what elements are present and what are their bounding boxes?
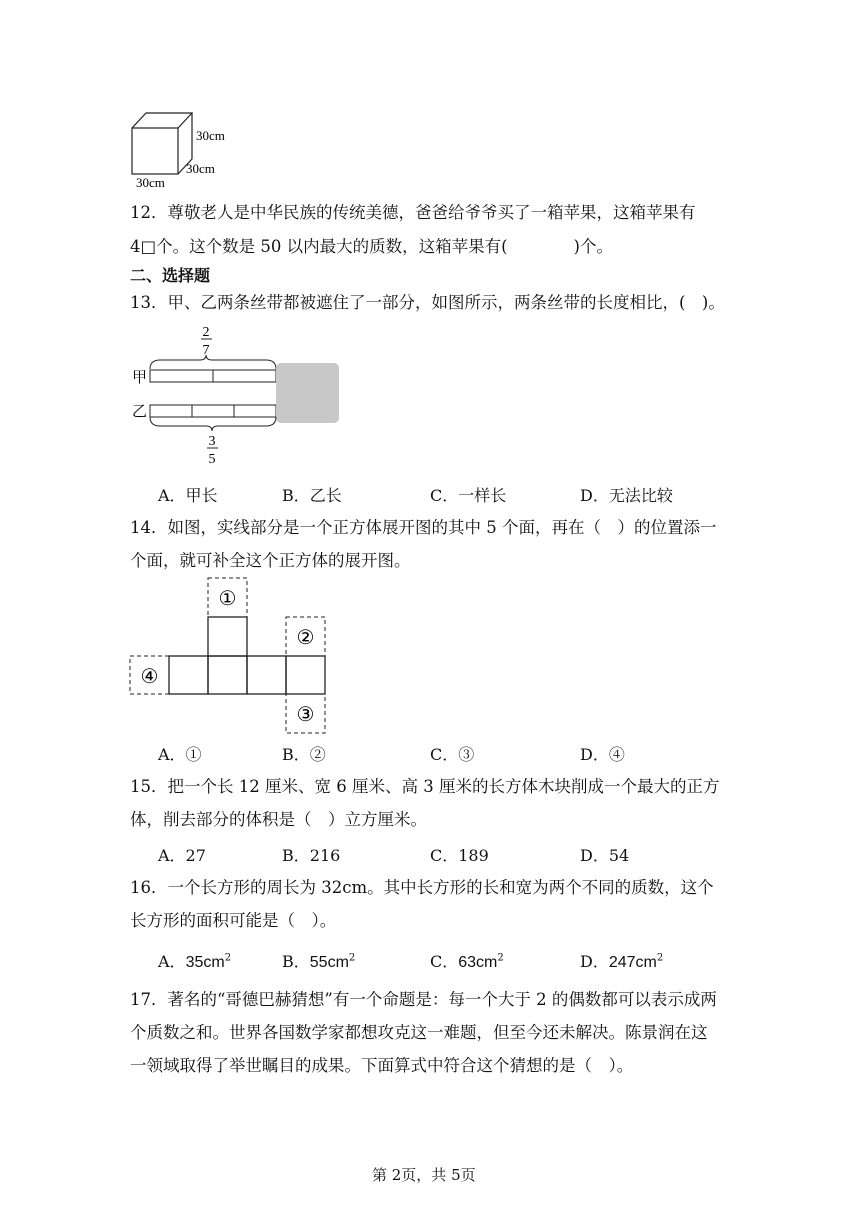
q15-option-d[interactable]: D．54 [580, 846, 630, 865]
q16-option-d[interactable] [580, 949, 663, 972]
label-yi: 乙 [132, 402, 148, 420]
q14-line2: 个面，就可补全这个正方体的展开图。 [130, 551, 411, 570]
q16-option-b[interactable] [282, 949, 355, 972]
position-1-label: ① [218, 586, 237, 610]
bottom-fraction-num: 3 [208, 434, 216, 449]
q13-option-d[interactable]: D．无法比较 [580, 486, 673, 505]
q13-question: 13．甲、乙两条丝带都被遮住了一部分，如图所示，两条丝带的长度相比，( )。 [130, 293, 725, 312]
q16-line1: 16．一个长方形的周长为 32cm。其中长方形的长和宽为两个不同的质数，这个 [130, 878, 714, 897]
cube-label-width: 30cm [136, 175, 165, 190]
cube-figure [124, 108, 234, 190]
q15-option-c[interactable]: C．189 [430, 846, 489, 865]
bottom-fraction-den: 5 [208, 452, 216, 467]
q16-option-d-sup: 2 [656, 952, 664, 964]
cover-block [276, 363, 339, 423]
q13-option-b[interactable]: B．乙长 [282, 486, 342, 505]
bottom-brace [150, 417, 276, 431]
cube-net-figure [128, 576, 330, 736]
q13-option-a[interactable]: A．甲长 [158, 486, 218, 505]
q16-option-b-prefix: B． [282, 952, 310, 971]
q12-line2: 4□个。这个数是 50 以内最大的质数，这箱苹果有( )个。 [130, 237, 613, 256]
q16-option-a-prefix: A． [158, 952, 186, 971]
q16-line2: 长方形的面积可能是（ ）。 [130, 911, 337, 930]
q16-option-a-value: 35cm [185, 954, 225, 971]
q15-option-b[interactable]: B．216 [282, 846, 341, 865]
top-fraction-den: 7 [202, 343, 210, 358]
top-brace [150, 355, 276, 369]
ribbon-figure [128, 322, 343, 467]
ribbon-yi [150, 405, 276, 417]
position-4-label: ④ [140, 664, 159, 688]
q14-line1: 14．如图，实线部分是一个正方体展开图的其中 5 个面，再在（ ）的位置添一 [130, 518, 717, 537]
q14-option-b[interactable]: B．② [282, 745, 326, 764]
q16-option-b-value: 55cm [309, 954, 349, 971]
q16-option-b-sup: 2 [348, 952, 356, 964]
q16-option-a-sup: 2 [224, 952, 232, 964]
section-title: 二、选择题 [130, 266, 211, 285]
q15-option-a[interactable]: A．27 [158, 846, 206, 865]
position-2-label: ② [296, 625, 315, 649]
q17-line2: 个质数之和。世界各国数学家都想攻克这一难题，但至今还未解决。陈景润在这 [130, 1023, 708, 1042]
q17-line3: 一领域取得了举世瞩目的成果。下面算式中符合这个猜想的是（ ）。 [130, 1056, 634, 1075]
label-jia: 甲 [132, 368, 148, 386]
position-3-label: ③ [296, 702, 315, 726]
top-fraction-num: 2 [202, 325, 210, 340]
q16-option-c-prefix: C． [430, 952, 459, 971]
q16-option-c[interactable] [430, 949, 504, 972]
q14-option-a[interactable]: A．① [158, 745, 202, 764]
q14-option-c[interactable]: C．③ [430, 745, 475, 764]
q15-line1: 15．把一个长 12 厘米、宽 6 厘米、高 3 厘米的长方体木块削成一个最大的正方 [130, 777, 720, 796]
cube-label-height: 30cm [196, 128, 225, 143]
q12-line1: 12．尊敬老人是中华民族的传统美德，爸爸给爷爷买了一箱苹果，这箱苹果有 [130, 203, 696, 222]
page-footer: 第 2页，共 5页 [372, 1166, 476, 1184]
q16-option-d-value: 247cm [608, 954, 657, 971]
q16-option-a[interactable] [158, 949, 231, 972]
q15-line2: 体，削去部分的体积是（ ）立方厘米。 [130, 810, 427, 829]
q14-option-d[interactable]: D．④ [580, 745, 625, 764]
q16-option-c-sup: 2 [497, 952, 504, 964]
q16-option-d-prefix: D． [580, 952, 609, 971]
cube-label-depth: 30cm [186, 161, 215, 176]
q16-option-c-value: 63cm [458, 954, 498, 971]
q13-option-c[interactable]: C．一样长 [430, 486, 507, 505]
q17-line1: 17．著名的“哥德巴赫猜想”有一个命题是：每一个大于 2 的偶数都可以表示成两 [130, 990, 717, 1009]
